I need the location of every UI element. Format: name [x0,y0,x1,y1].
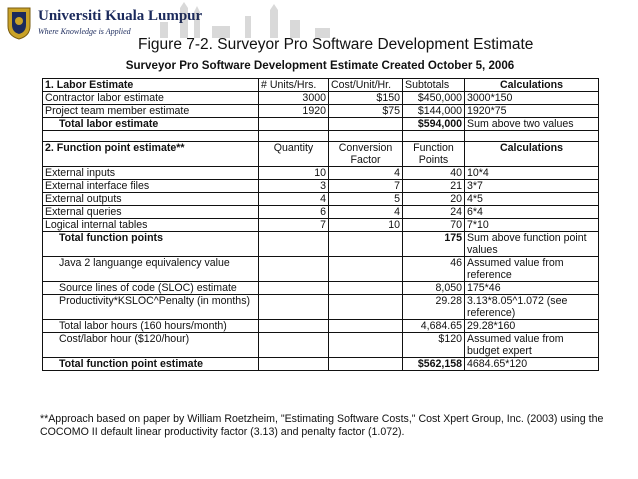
row-quantity: 4 [259,193,329,206]
row-label: Source lines of code (SLOC) estimate [43,282,259,295]
table-row [43,282,599,295]
row-conversion: 5 [329,193,403,206]
table-row [43,295,599,320]
row-label: External outputs [43,193,259,206]
row-function-points: 21 [403,180,465,193]
skyline-watermark [150,2,340,38]
row-calculation: 1920*75 [465,105,599,118]
row-cost: $150 [329,92,403,105]
row-conversion [329,320,403,333]
labor-header-row [43,79,599,92]
row-label: Total labor estimate [43,118,259,131]
row-quantity [259,358,329,371]
row-calculation: 3000*150 [465,92,599,105]
row-function-points: 4,684.65 [403,320,465,333]
estimate-table [42,78,599,371]
row-units: 1920 [259,105,329,118]
table-row [43,257,599,282]
row-calculation: 7*10 [465,219,599,232]
table-row [43,92,599,105]
row-conversion [329,232,403,257]
function-point-header-row [43,142,599,167]
labor-section-title: 1. Labor Estimate [43,79,259,92]
row-quantity: 6 [259,206,329,219]
table-row [43,193,599,206]
row-conversion [329,333,403,358]
labor-total-row [43,118,599,131]
row-calculation: 175*46 [465,282,599,295]
row-units: 3000 [259,92,329,105]
row-calculation: 3.13*8.05^1.072 (see reference) [465,295,599,320]
row-calculation: 3*7 [465,180,599,193]
row-calculation: 10*4 [465,167,599,180]
col-header-conversion-factor: Conversion Factor [329,142,403,167]
row-label: Total labor hours (160 hours/month) [43,320,259,333]
row-conversion: 4 [329,167,403,180]
row-calculation: Assumed value from budget expert [465,333,599,358]
row-quantity [259,232,329,257]
table-row [43,219,599,232]
row-function-points: 40 [403,167,465,180]
col-header-calculations: Calculations [465,142,599,167]
table-row [43,320,599,333]
function-point-section-title: 2. Function point estimate** [43,142,259,167]
table-row [43,180,599,193]
row-quantity [259,333,329,358]
table-row [43,333,599,358]
row-conversion [329,257,403,282]
row-conversion [329,358,403,371]
row-subtotal: $450,000 [403,92,465,105]
row-label: External interface files [43,180,259,193]
row-units [259,118,329,131]
row-label: Cost/labor hour ($120/hour) [43,333,259,358]
row-conversion: 7 [329,180,403,193]
row-label: Project team member estimate [43,105,259,118]
row-function-points: 24 [403,206,465,219]
figure-title: Figure 7-2. Surveyor Pro Software Development Estimate [138,36,534,53]
col-header-subtotals: Subtotals [403,79,465,92]
table-row [43,167,599,180]
table-row [43,232,599,257]
row-label: Java 2 languange equivalency value [43,257,259,282]
row-cost [329,118,403,131]
row-quantity [259,282,329,295]
col-header-units: # Units/Hrs. [259,79,329,92]
row-function-points: 8,050 [403,282,465,295]
row-quantity [259,295,329,320]
row-quantity: 3 [259,180,329,193]
col-header-calculations: Calculations [465,79,599,92]
table-row [43,206,599,219]
row-subtotal: $144,000 [403,105,465,118]
row-function-points: 175 [403,232,465,257]
table-row [43,105,599,118]
row-quantity [259,320,329,333]
footnote: **Approach based on paper by William Roetzheim, "Estimating Software Costs," Cost Xpert Group, Inc. (2003) using the COCOMO II default linear productivity factor (3.13) and penalty factor (1.072). [40,413,604,438]
row-conversion [329,282,403,295]
spacer-row [43,131,599,142]
row-quantity: 7 [259,219,329,232]
row-calculation: Assumed value from reference [465,257,599,282]
row-calculation: 4684.65*120 [465,358,599,371]
row-label: Total function points [43,232,259,257]
logo-name: Universiti Kuala Lumpur [38,8,203,24]
row-label: Productivity*KSLOC^Penalty (in months) [43,295,259,320]
row-quantity: 10 [259,167,329,180]
row-conversion: 4 [329,206,403,219]
row-subtotal: $594,000 [403,118,465,131]
row-calculation: 6*4 [465,206,599,219]
row-cost: $75 [329,105,403,118]
row-label: Logical internal tables [43,219,259,232]
table-title: Surveyor Pro Software Development Estimate Created October 5, 2006 [125,59,515,72]
col-header-quantity: Quantity [259,142,329,167]
row-label: External queries [43,206,259,219]
row-calculation: 4*5 [465,193,599,206]
row-label: Contractor labor estimate [43,92,259,105]
row-calculation: Sum above two values [465,118,599,131]
row-function-points: 46 [403,257,465,282]
col-header-cost: Cost/Unit/Hr. [329,79,403,92]
row-calculation: Sum above function point values [465,232,599,257]
function-point-total-row [43,358,599,371]
row-label: External inputs [43,167,259,180]
row-function-points: 20 [403,193,465,206]
row-conversion: 10 [329,219,403,232]
row-calculation: 29.28*160 [465,320,599,333]
row-function-points: $562,158 [403,358,465,371]
logo-tagline: Where Knowledge is Applied [38,27,131,36]
crest-icon [6,6,32,40]
row-function-points: 29.28 [403,295,465,320]
row-function-points: $120 [403,333,465,358]
row-label: Total function point estimate [43,358,259,371]
row-conversion [329,295,403,320]
row-quantity [259,257,329,282]
row-function-points: 70 [403,219,465,232]
col-header-function-points: Function Points [403,142,465,167]
